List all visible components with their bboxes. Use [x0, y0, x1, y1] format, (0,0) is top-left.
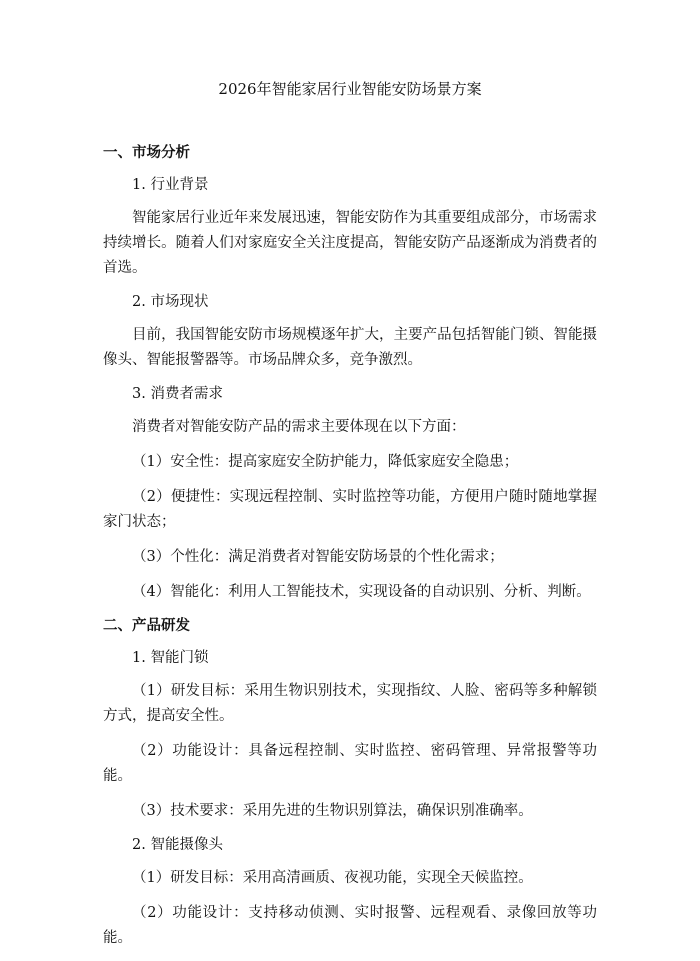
paragraph-smart-camera-function: （2）功能设计：支持移动侦测、实时报警、远程观看、录像回放等功能。 — [103, 905, 597, 946]
paragraph-industry-background: 智能家居行业近年来发展迅速，智能安防作为其重要组成部分，市场需求持续增长。随着人们对家庭安全关注度提高，智能安防产品逐渐成为消费者的首选。 — [103, 210, 597, 276]
paragraph-smart-lock-tech: （3）技术要求：采用先进的生物识别算法，确保识别准确率。 — [132, 803, 533, 819]
list-item-personalization: （3）个性化：满足消费者对智能安防场景的个性化需求； — [132, 549, 504, 565]
paragraph-consumer-needs-intro: 消费者对智能安防产品的需求主要体现在以下方面： — [132, 419, 466, 435]
list-item-safety: （1）安全性：提高家庭安全防护能力，降低家庭安全隐患； — [132, 454, 519, 470]
list-item-convenience: （2）便捷性：实现远程控制、实时监控等功能，方便用户随时随地掌握家门状态； — [103, 489, 597, 530]
list-item-intelligence: （4）智能化：利用人工智能技术，实现设备的自动识别、分析、判断。 — [132, 584, 591, 600]
subheading-smart-camera: 2. 智能摄像头 — [132, 837, 223, 853]
paragraph-smart-lock-function: （2）功能设计：具备远程控制、实时监控、密码管理、异常报警等功能。 — [103, 743, 597, 784]
paragraph-smart-camera-goal: （1）研发目标：采用高清画质、夜视功能，实现全天候监控。 — [132, 870, 533, 886]
document-title: 2026年智能家居行业智能安防场景方案 — [218, 80, 482, 98]
subheading-smart-lock: 1. 智能门锁 — [132, 650, 209, 666]
section-heading-market-analysis: 一、市场分析 — [103, 145, 190, 161]
paragraph-smart-lock-goal: （1）研发目标：采用生物识别技术，实现指纹、人脸、密码等多种解锁方式，提高安全性。 — [103, 683, 597, 724]
subheading-industry-background: 1. 行业背景 — [132, 177, 209, 193]
subheading-consumer-needs: 3. 消费者需求 — [132, 386, 223, 402]
section-heading-product-rd: 二、产品研发 — [103, 618, 190, 634]
subheading-market-status: 2. 市场现状 — [132, 294, 209, 310]
document-body — [103, 142, 597, 961]
paragraph-market-status: 目前，我国智能安防市场规模逐年扩大，主要产品包括智能门锁、智能摄像头、智能报警器等。市场品牌众多，竞争激烈。 — [103, 327, 597, 368]
